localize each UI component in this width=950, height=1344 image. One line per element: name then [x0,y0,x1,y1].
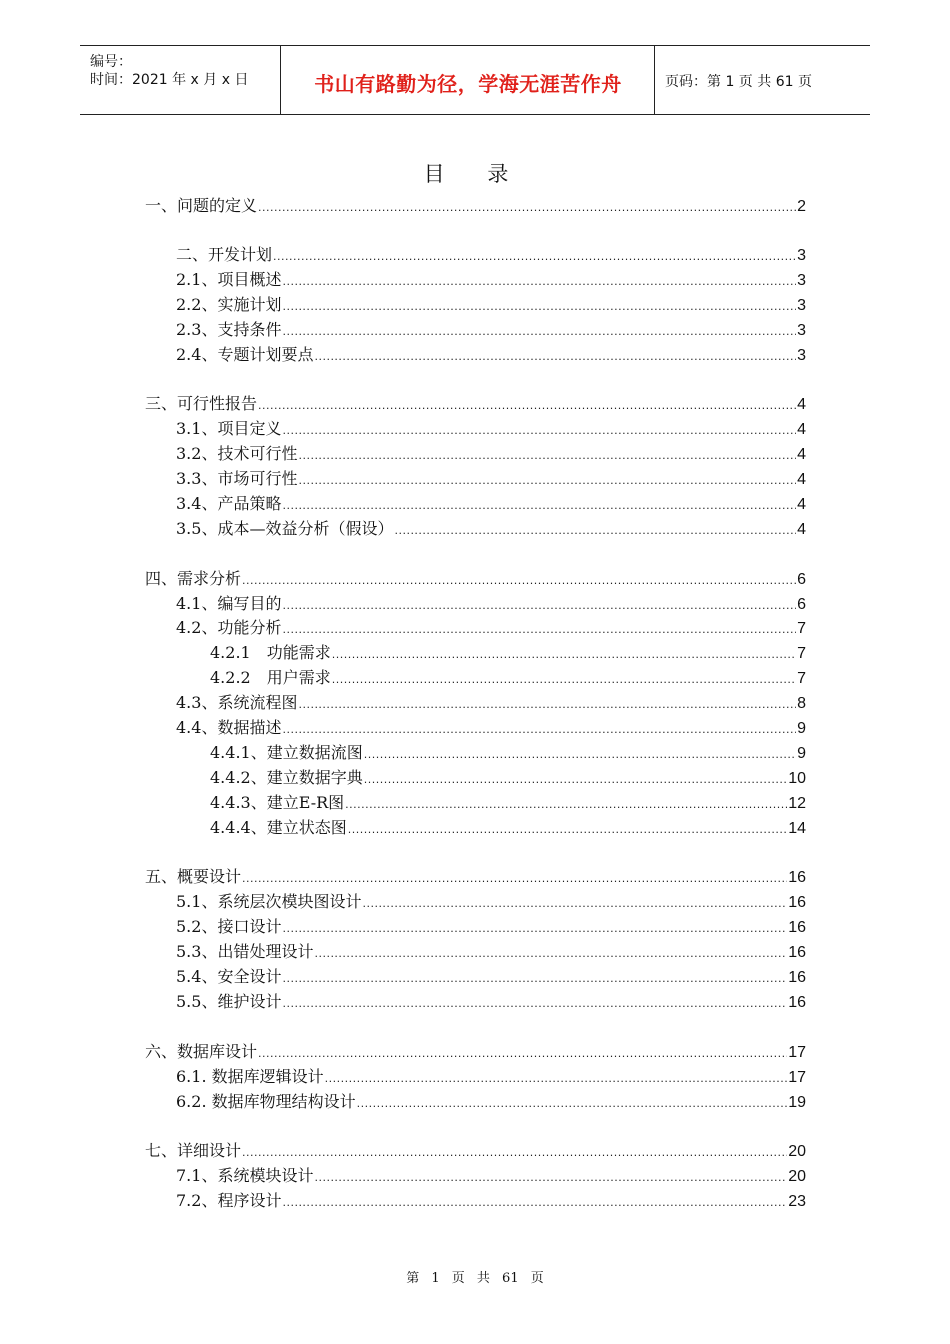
toc-leader-dots [282,719,796,741]
toc-entry[interactable] [176,593,806,615]
toc-entry-page: 4 [797,471,806,488]
toc-entry-page: 16 [788,994,806,1011]
toc-entry-label: 3.5、成本—效益分析（假设） [176,519,394,538]
toc-entry[interactable] [176,319,806,341]
toc-entry[interactable] [176,717,806,739]
toc-entry-page: 16 [788,869,806,886]
toc-entry-label: 3.3、市场可行性 [176,469,298,488]
toc-entry-label: 5.4、安全设计 [176,967,282,986]
toc-entry[interactable] [176,468,806,490]
toc-entry-page: 16 [788,919,806,936]
toc-entry-page: 8 [797,695,806,712]
toc-leader-dots [258,395,796,417]
toc-entry-label: 3.2、技术可行性 [176,444,298,463]
toc-entry[interactable] [145,568,806,590]
toc-leader-dots [282,993,787,1015]
toc-entry-label: 4.4.3、建立E-R图 [210,793,345,812]
toc-entry-label: 2.2、实施计划 [176,295,282,314]
toc-entry-label: 5.2、接口设计 [176,917,282,936]
toc-leader-dots [282,619,796,641]
toc-entry[interactable] [210,817,806,839]
toc-entry[interactable] [210,742,806,764]
toc-entry[interactable] [176,1091,806,1113]
toc-entry-label: 4.2、功能分析 [176,618,282,637]
header-page-info: 页码：第 1 页 共 61 页 [665,74,812,90]
toc-entry[interactable] [176,916,806,938]
toc-leader-dots [298,445,796,467]
toc-entry-page: 4 [797,421,806,438]
document-time-label: 时间：2021 年 x 月 x 日 [90,72,249,88]
toc-entry[interactable] [145,866,806,888]
toc-entry-label: 4.3、系统流程图 [176,693,298,712]
toc-entry[interactable] [176,443,806,465]
toc-entry[interactable] [210,642,806,664]
toc-entry-page: 14 [788,820,806,837]
toc-leader-dots [348,819,787,841]
toc-entry[interactable] [176,966,806,988]
toc-entry-label: 二、开发计划 [176,245,273,264]
toc-leader-dots [332,669,796,691]
toc-entry-label: 7.2、程序设计 [176,1191,282,1210]
toc-entry-label: 7.1、系统模块设计 [176,1166,314,1185]
toc-leader-dots [282,420,796,442]
toc-entry[interactable] [176,344,806,366]
toc-entry-label: 6.2. 数据库物理结构设计 [176,1092,356,1111]
toc-entry-label: 6.1. 数据库逻辑设计 [176,1067,324,1086]
toc-leader-dots [314,346,796,368]
toc-entry[interactable] [176,941,806,963]
toc-entry[interactable] [176,1165,806,1187]
toc-entry-label: 4.2.1 功能需求 [210,643,331,662]
toc-leader-dots [364,744,796,766]
toc-entry-page: 4 [797,521,806,538]
toc-leader-dots [258,197,796,219]
toc-entry-page: 23 [788,1193,806,1210]
toc-entry-page: 4 [797,496,806,513]
toc-entry-page: 4 [797,446,806,463]
toc-entry[interactable] [176,1190,806,1212]
toc-entry[interactable] [210,792,806,814]
toc-entry-page: 20 [788,1168,806,1185]
toc-entry-page: 3 [797,297,806,314]
toc-leader-dots [282,321,796,343]
toc-leader-dots [282,595,796,617]
toc-entry-page: 3 [797,322,806,339]
toc-entry-page: 9 [797,720,806,737]
toc-leader-dots [314,1167,787,1189]
toc-entry-page: 17 [788,1069,806,1086]
toc-entry-page: 3 [797,272,806,289]
toc-leader-dots [298,470,796,492]
toc-entry-label: 3.4、产品策略 [176,494,282,513]
toc-entry[interactable] [176,244,806,266]
toc-entry-page: 17 [788,1044,806,1061]
toc-leader-dots [325,1068,788,1090]
toc-leader-dots [282,271,796,293]
toc-entry[interactable] [145,1140,806,1162]
toc-entry-label: 3.1、项目定义 [176,419,282,438]
toc-entry-label: 4.4.2、建立数据字典 [210,768,363,787]
toc-entry-label: 4.1、编写目的 [176,594,282,613]
toc-entry[interactable] [145,393,806,415]
toc-entry-label: 4.2.2 用户需求 [210,668,331,687]
toc-entry-page: 19 [788,1094,806,1111]
toc-entry-label: 六、数据库设计 [145,1042,258,1061]
toc-entry-label: 5.5、维护设计 [176,992,282,1011]
toc-leader-dots [282,918,787,940]
toc-entry-label: 4.4.1、建立数据流图 [210,743,363,762]
toc-entry-label: 5.1、系统层次模块图设计 [176,892,362,911]
toc-leader-dots [282,495,796,517]
toc-leader-dots [364,769,787,791]
toc-entry-label: 五、概要设计 [145,867,242,886]
toc-entry-page: 7 [797,620,806,637]
toc-entry[interactable] [145,195,806,217]
toc-entry-page: 10 [788,770,806,787]
toc-entry[interactable] [210,767,806,789]
toc-entry-page: 16 [788,944,806,961]
toc-entry[interactable] [145,1041,806,1063]
toc-entry[interactable] [176,493,806,515]
toc-entry-page: 3 [797,247,806,264]
toc-entry[interactable] [210,667,806,689]
toc-entry-page: 20 [788,1143,806,1160]
toc-leader-dots [242,570,796,592]
toc-leader-dots [314,943,787,965]
toc-entry-page: 9 [797,745,806,762]
toc-entry-page: 7 [797,670,806,687]
toc-entry[interactable] [176,418,806,440]
toc-entry-label: 2.1、项目概述 [176,270,282,289]
toc-entry-label: 4.4、数据描述 [176,718,282,737]
page-footer: 第 1 页 共 61 页 [406,1271,544,1286]
toc-entry-page: 12 [788,795,806,812]
toc-entry-page: 2 [797,198,806,215]
toc-entry-label: 三、可行性报告 [145,394,258,413]
header-motto: 书山有路勤为径，学海无涯苦作舟 [314,72,622,96]
toc-leader-dots [242,1142,787,1164]
toc-entry[interactable] [176,518,806,540]
toc-entry-label: 5.3、出错处理设计 [176,942,314,961]
toc-entry[interactable] [176,991,806,1013]
toc-entry-page: 6 [797,571,806,588]
toc-entry-label: 一、问题的定义 [145,196,258,215]
toc-entry-label: 2.4、专题计划要点 [176,345,314,364]
toc-entry[interactable] [176,1066,806,1088]
toc-entry-label: 4.4.4、建立状态图 [210,818,347,837]
toc-entry-label: 四、需求分析 [145,569,242,588]
toc-leader-dots [345,794,787,816]
toc-entry-label: 2.3、支持条件 [176,320,282,339]
toc-leader-dots [282,1192,787,1214]
toc-entry[interactable] [176,269,806,291]
toc-entry-page: 4 [797,396,806,413]
toc-leader-dots [282,296,796,318]
toc-leader-dots [357,1093,788,1115]
toc-entry[interactable] [176,891,806,913]
toc-entry[interactable] [176,617,806,639]
toc-entry[interactable] [176,692,806,714]
toc-leader-dots [273,246,796,268]
toc-entry-label: 七、详细设计 [145,1141,242,1160]
toc-leader-dots [258,1043,787,1065]
toc-leader-dots [242,868,787,890]
toc-title: 目 录 [423,162,527,186]
toc-entry[interactable] [176,294,806,316]
toc-leader-dots [362,893,787,915]
toc-entry-page: 16 [788,969,806,986]
toc-leader-dots [298,694,796,716]
toc-entry-page: 7 [797,645,806,662]
toc-leader-dots [282,968,787,990]
toc-entry-page: 6 [797,596,806,613]
document-number-label: 编号： [90,54,132,70]
toc-entry-page: 3 [797,347,806,364]
toc-entry-page: 16 [788,894,806,911]
toc-leader-dots [332,644,796,666]
toc-leader-dots [394,520,796,542]
